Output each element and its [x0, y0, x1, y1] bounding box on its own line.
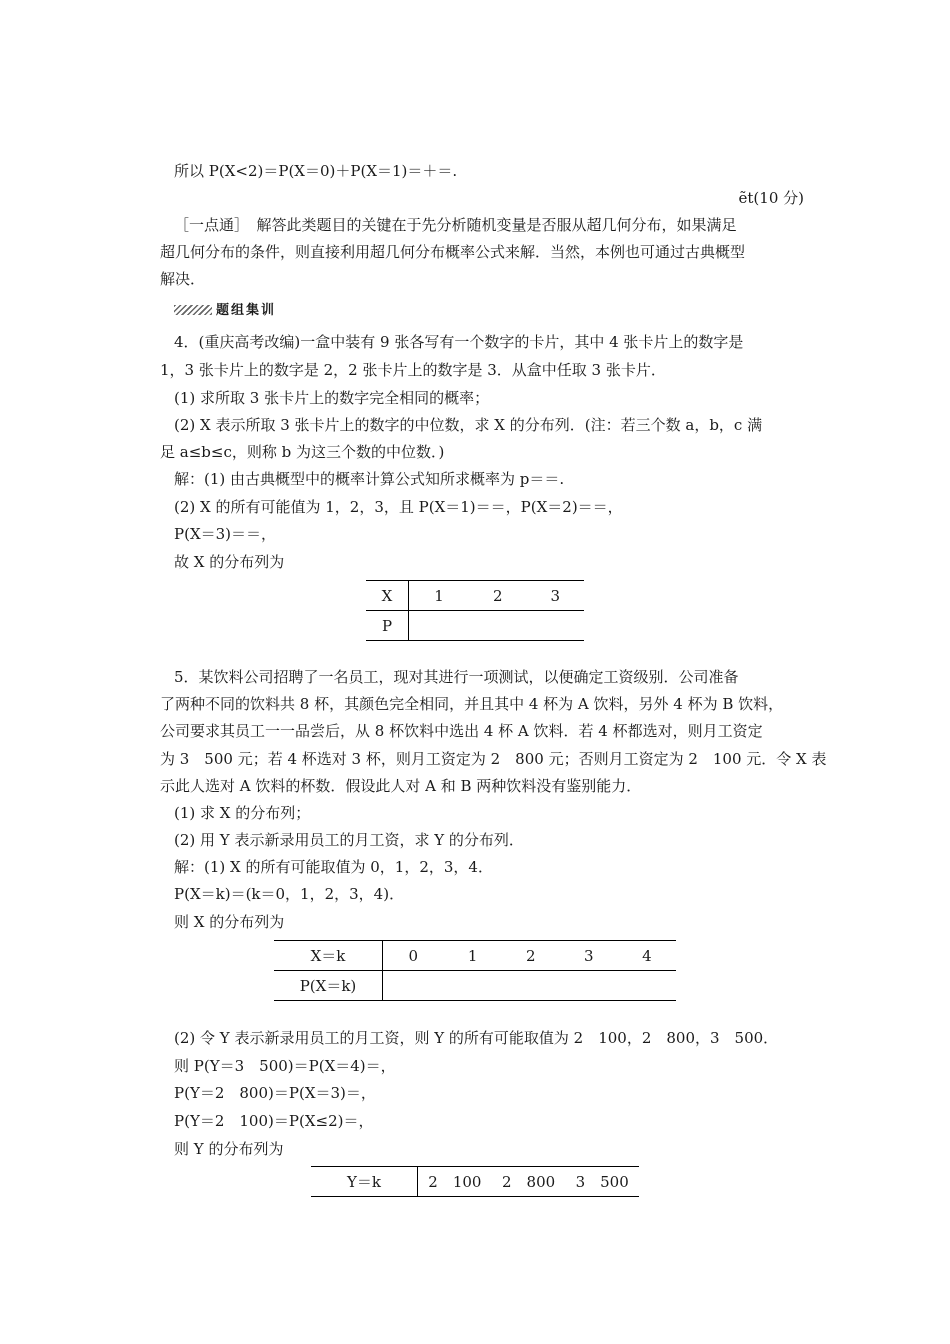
table-header-cell: X＝k — [274, 941, 383, 971]
table-header-cell: P — [366, 611, 409, 641]
table-header-cell: X — [366, 581, 409, 611]
table-header-cell: Y＝k — [311, 1167, 418, 1197]
table-cell: 3 — [560, 941, 618, 971]
problem-4-line: (2) X 的所有可能值为 1，2，3，且 P(X＝1)＝＝，P(X＝2)＝＝， — [174, 498, 623, 516]
distribution-table-xk — [274, 940, 676, 1001]
table-cell: 3 500 — [565, 1167, 639, 1197]
problem-5-line: 公司要求其员工一一品尝后，从 8 杯饮料中选出 4 杯 A 饮料．若 4 杯都选对，则月工资定 — [160, 722, 763, 740]
tip-line: 解决． — [160, 270, 206, 288]
problem-5-line: 则 Y 的分布列为 — [174, 1140, 284, 1158]
table-cell: 3 — [526, 581, 584, 611]
problem-4-line: 1，3 张卡片上的数字是 2，2 张卡片上的数字是 3．从盒中任取 3 张卡片． — [160, 361, 666, 379]
problem-5-line: 解：(1) X 的所有可能取值为 0，1，2，3，4． — [174, 858, 493, 876]
table-cell: 2 — [469, 581, 526, 611]
problem-5-line: 为 3 500 元；若 4 杯选对 3 杯，则月工资定为 2 800 元；否则月工资定为 2 100 元．令 X 表 — [160, 750, 827, 768]
tip-line: ［一点通］ 解答此类题目的关键在于先分析随机变量是否服从超几何分布，如果满足 — [174, 216, 737, 234]
problem-4-line: (2) X 表示所取 3 张卡片上的数字的中位数，求 X 的分布列．(注：若三个数 a，b，c 满 — [174, 416, 763, 434]
table-cell: 1 — [444, 941, 502, 971]
table-cell: 2 100 — [418, 1167, 492, 1197]
problem-5-line: 示此人选对 A 饮料的杯数．假设此人对 A 和 B 两种饮料没有鉴别能力． — [160, 777, 642, 795]
problem-5-line: (1) 求 X 的分布列； — [174, 804, 311, 822]
problem-5-line: 则 P(Y＝3 500)＝P(X＝4)＝， — [174, 1057, 396, 1075]
tip-line: 超几何分布的条件，则直接利用超几何分布概率公式来解．当然，本例也可通过古典概型 — [160, 243, 746, 261]
problem-4-line: 解：(1) 由古典概型中的概率计算公式知所求概率为 p＝＝. — [174, 470, 565, 488]
table-header-cell: P(X＝k) — [274, 971, 383, 1001]
problem-4-line: 4．(重庆高考改编)一盒中装有 9 张各写有一个数字的卡片，其中 4 张卡片上的数字是 — [174, 333, 744, 351]
distribution-table-y — [311, 1166, 639, 1197]
problem-5-line: 5．某饮料公司招聘了一名员工，现对其进行一项测试，以便确定工资级别．公司准备 — [174, 668, 739, 686]
table-cell: 1 — [409, 581, 470, 611]
problem-4-line: 足 a≤b≤c，则称 b 为这三个数的中位数．) — [160, 443, 445, 461]
score-mark: ẽt(10 分) — [738, 189, 804, 207]
problem-5-line: 了两种不同的饮料共 8 杯，其颜色完全相同，并且其中 4 杯为 A 饮料，另外 4 杯为 B 饮料， — [160, 695, 784, 713]
hatch-decoration — [174, 305, 212, 315]
section-title: 题组集训 — [216, 303, 277, 318]
problem-5-line: (2) 令 Y 表示新录用员工的月工资，则 Y 的所有可能取值为 2 100，2 800，3 500． — [174, 1029, 779, 1047]
problem-5-line: (2) 用 Y 表示新录用员工的月工资，求 Y 的分布列． — [174, 831, 524, 849]
section-banner — [174, 299, 794, 321]
table-cell: 2 — [502, 941, 560, 971]
table-cell: 2 800 — [492, 1167, 566, 1197]
problem-4-line: (1) 求所取 3 张卡片上的数字完全相同的概率； — [174, 389, 490, 407]
problem-5-line: P(Y＝2 800)＝P(X＝3)＝， — [174, 1084, 376, 1102]
problem-5-line: P(Y＝2 100)＝P(X≤2)＝， — [174, 1112, 374, 1130]
distribution-table-x — [366, 580, 584, 641]
table-cell: 4 — [618, 941, 676, 971]
table-cell: 0 — [383, 941, 444, 971]
problem-5-line: P(X＝k)＝(k＝0，1，2，3，4)． — [174, 885, 405, 903]
problem-5-line: 则 X 的分布列为 — [174, 913, 285, 931]
text-line: 所以 P(X<2)＝P(X＝0)＋P(X＝1)＝＋＝. — [174, 162, 458, 180]
problem-4-line: P(X＝3)＝＝， — [174, 525, 277, 543]
problem-4-line: 故 X 的分布列为 — [174, 553, 285, 571]
